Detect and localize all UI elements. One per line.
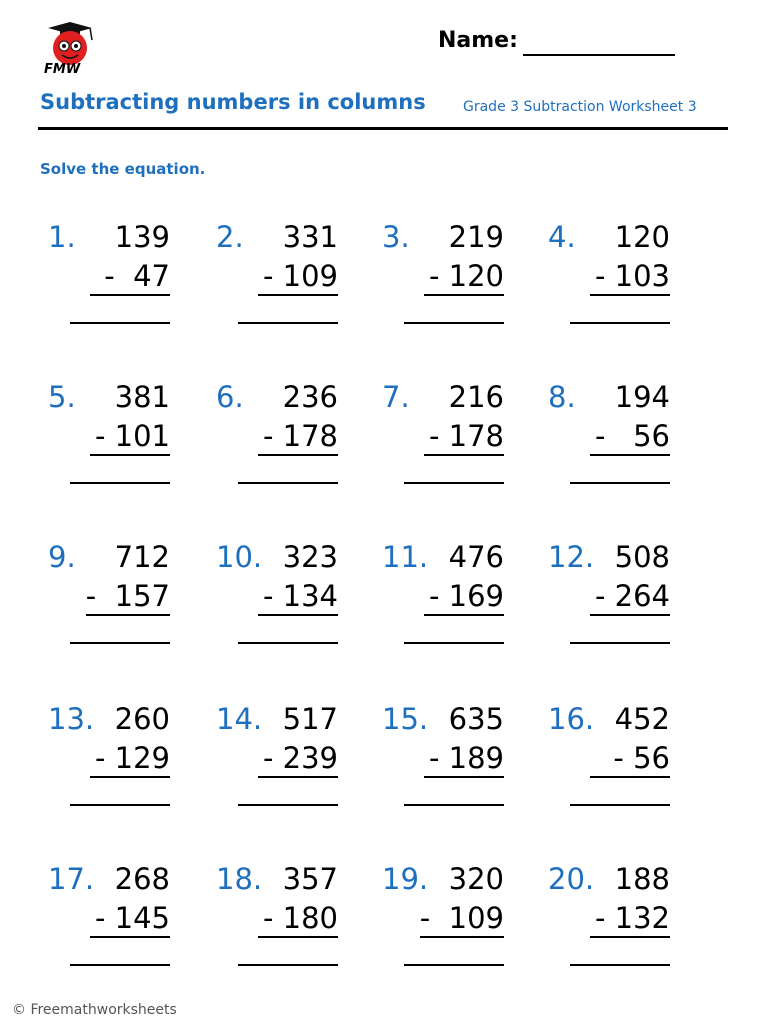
problem-6 (216, 380, 376, 520)
subtrahend: - 109 (420, 900, 504, 938)
minuend: 712 (114, 540, 170, 574)
problem-8 (548, 380, 708, 520)
minuend: 268 (114, 862, 170, 896)
subtrahend: - 101 (90, 418, 170, 456)
problem-13 (48, 702, 208, 842)
minuend: 194 (614, 380, 670, 414)
problem-number: 9. (48, 540, 76, 574)
subtrahend: - 180 (258, 900, 338, 938)
subtrahend: - 120 (424, 258, 504, 296)
subtrahend: - 169 (424, 578, 504, 616)
footer-credit: © Freemathworksheets (12, 1002, 177, 1018)
problem-14 (216, 702, 376, 842)
subtrahend: - 134 (258, 578, 338, 616)
problem-number: 14. (216, 702, 263, 736)
problem-number: 3. (382, 220, 410, 254)
problem-17 (48, 862, 208, 1002)
problem-number: 1. (48, 220, 76, 254)
minuend: 139 (114, 220, 170, 254)
answer-line[interactable] (404, 804, 504, 806)
minuend: 323 (282, 540, 338, 574)
answer-line[interactable] (70, 804, 170, 806)
name-input-line[interactable] (523, 54, 675, 56)
subtrahend: - 56 (590, 740, 670, 778)
problem-number: 2. (216, 220, 244, 254)
minuend: 517 (282, 702, 338, 736)
problem-5 (48, 380, 208, 520)
problem-9 (48, 540, 208, 680)
minuend: 331 (282, 220, 338, 254)
problem-20 (548, 862, 708, 1002)
minuend: 320 (448, 862, 504, 896)
answer-line[interactable] (404, 322, 504, 324)
minuend: 381 (114, 380, 170, 414)
worksheet-title: Subtracting numbers in columns (40, 90, 426, 114)
problem-number: 20. (548, 862, 595, 896)
answer-line[interactable] (404, 482, 504, 484)
answer-line[interactable] (404, 642, 504, 644)
minuend: 188 (614, 862, 670, 896)
problem-number: 6. (216, 380, 244, 414)
subtrahend: - 129 (90, 740, 170, 778)
subtrahend: - 109 (258, 258, 338, 296)
answer-line[interactable] (404, 964, 504, 966)
minuend: 260 (114, 702, 170, 736)
answer-line[interactable] (238, 322, 338, 324)
problem-number: 13. (48, 702, 95, 736)
answer-line[interactable] (238, 642, 338, 644)
subtrahend: - 145 (90, 900, 170, 938)
minuend: 452 (614, 702, 670, 736)
minuend: 219 (448, 220, 504, 254)
problem-number: 15. (382, 702, 429, 736)
problem-3 (382, 220, 542, 360)
problem-2 (216, 220, 376, 360)
subtrahend: - 132 (590, 900, 670, 938)
problem-7 (382, 380, 542, 520)
problem-number: 7. (382, 380, 410, 414)
minuend: 357 (282, 862, 338, 896)
problem-15 (382, 702, 542, 842)
problem-number: 12. (548, 540, 595, 574)
answer-line[interactable] (70, 322, 170, 324)
subtrahend: - 178 (258, 418, 338, 456)
problem-number: 19. (382, 862, 429, 896)
problem-11 (382, 540, 542, 680)
minuend: 236 (282, 380, 338, 414)
problem-16 (548, 702, 708, 842)
answer-line[interactable] (570, 964, 670, 966)
subtrahend: - 157 (86, 578, 170, 616)
minuend: 476 (448, 540, 504, 574)
answer-line[interactable] (570, 482, 670, 484)
subtrahend: - 189 (424, 740, 504, 778)
problem-1 (48, 220, 208, 360)
problem-10 (216, 540, 376, 680)
worksheet-subtitle: Grade 3 Subtraction Worksheet 3 (463, 99, 697, 115)
answer-line[interactable] (238, 964, 338, 966)
problem-18 (216, 862, 376, 1002)
problem-19 (382, 862, 542, 1002)
answer-line[interactable] (70, 482, 170, 484)
header-divider (38, 127, 728, 130)
name-label: Name: (438, 28, 518, 53)
answer-line[interactable] (70, 964, 170, 966)
answer-line[interactable] (70, 642, 170, 644)
problem-number: 10. (216, 540, 263, 574)
problem-12 (548, 540, 708, 680)
subtrahend: - 47 (90, 258, 170, 296)
problem-number: 11. (382, 540, 429, 574)
subtrahend: - 264 (590, 578, 670, 616)
answer-line[interactable] (238, 482, 338, 484)
problem-4 (548, 220, 708, 360)
minuend: 508 (614, 540, 670, 574)
subtrahend: - 103 (590, 258, 670, 296)
problem-number: 18. (216, 862, 263, 896)
answer-line[interactable] (570, 322, 670, 324)
minuend: 216 (448, 380, 504, 414)
problem-number: 16. (548, 702, 595, 736)
answer-line[interactable] (570, 804, 670, 806)
problem-number: 8. (548, 380, 576, 414)
problem-number: 5. (48, 380, 76, 414)
instruction: Solve the equation. (40, 160, 206, 178)
answer-line[interactable] (238, 804, 338, 806)
minuend: 635 (448, 702, 504, 736)
subtrahend: - 178 (424, 418, 504, 456)
problem-number: 4. (548, 220, 576, 254)
answer-line[interactable] (570, 642, 670, 644)
subtrahend: - 239 (258, 740, 338, 778)
logo-text: FMW (44, 62, 81, 77)
problem-number: 17. (48, 862, 95, 896)
minuend: 120 (614, 220, 670, 254)
subtrahend: - 56 (590, 418, 670, 456)
